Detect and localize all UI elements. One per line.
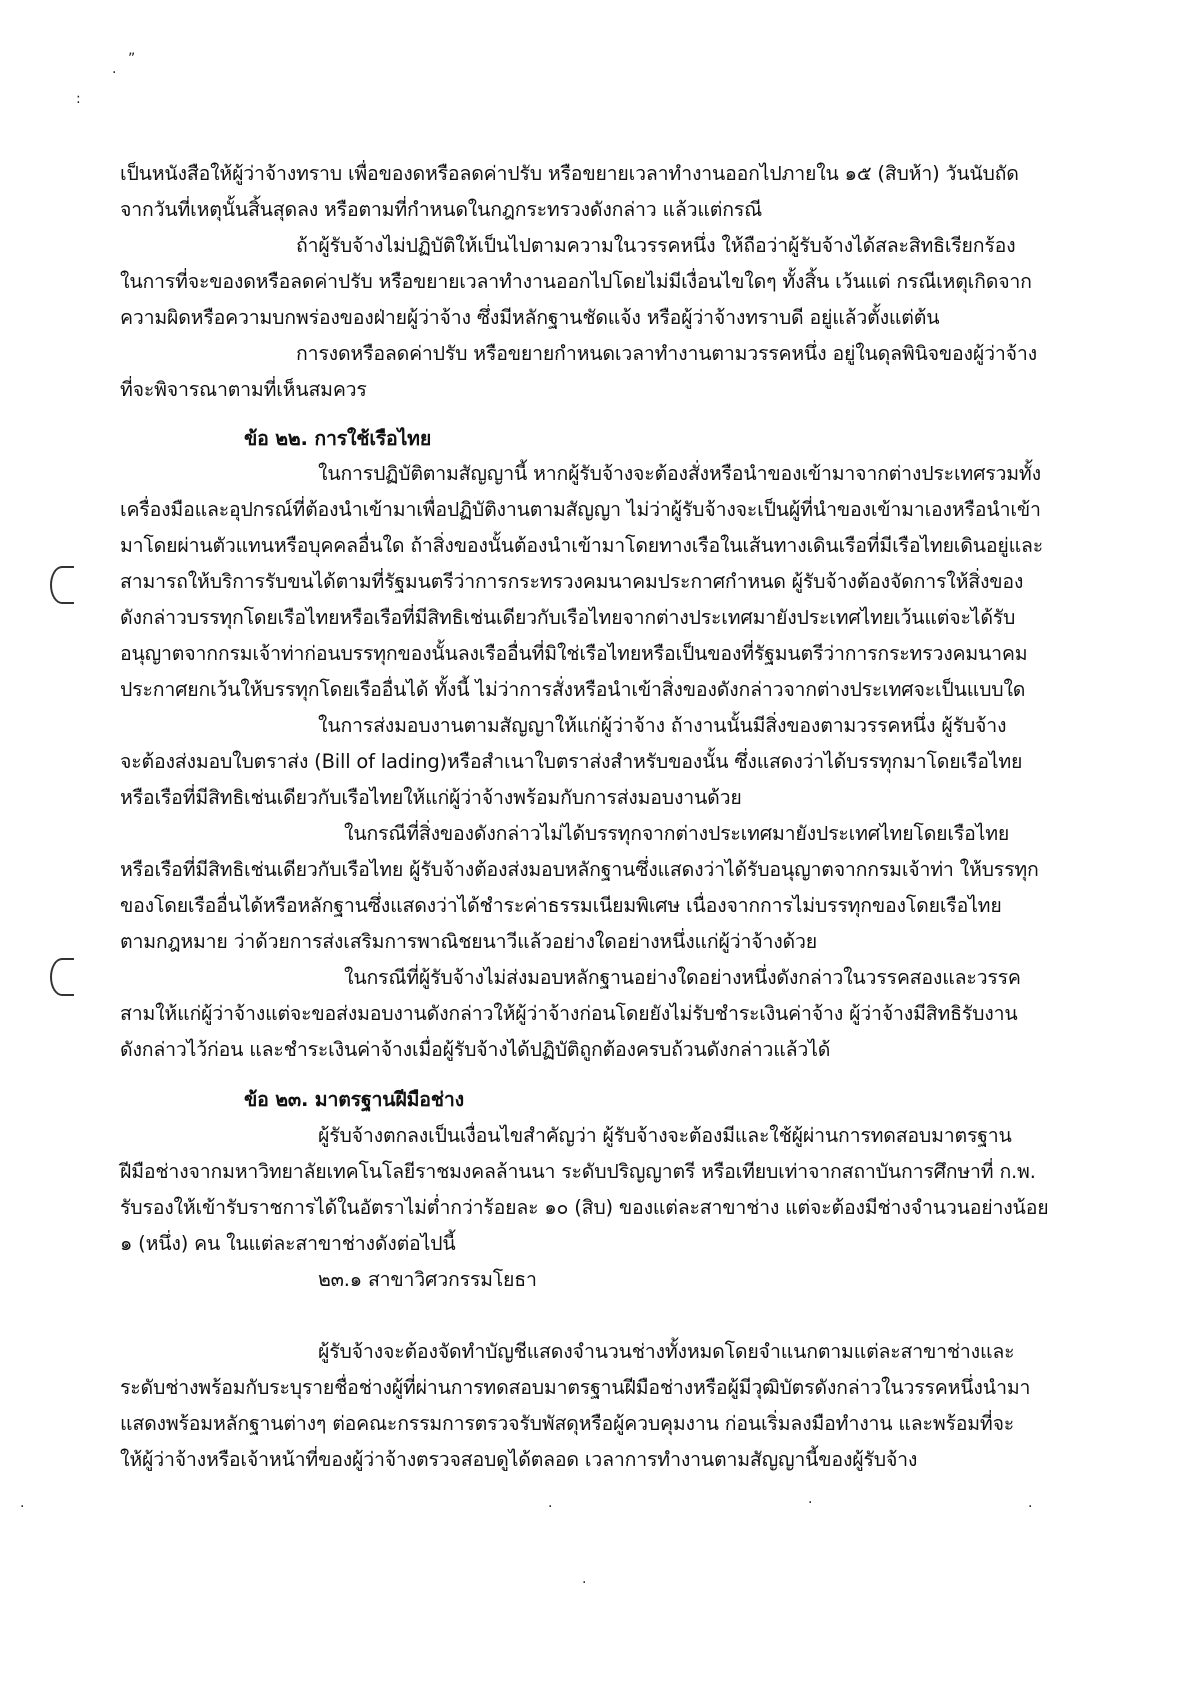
body-line: ในกรณีที่ผู้รับจ้างไม่ส่งมอบหลักฐานอย่างใดอย่างหนึ่งดังกล่าวในวรรคสองและวรรค [344, 966, 1021, 989]
body-line: อนุญาตจากกรมเจ้าท่าก่อนบรรทุกของนั้นลงเรืออื่นที่มิใช่เรือไทยหรือเป็นของที่รัฐมนตรีว่าการกระทรวงคมนาคม [120, 642, 1028, 665]
body-line: ๑ (หนึ่ง) คน ในแต่ละสาขาช่างดังต่อไปนี้ [120, 1232, 456, 1255]
body-line: ประกาศยกเว้นให้บรรทุกโดยเรืออื่นได้ ทั้งนี้ ไม่ว่าการสั่งหรือนำเข้าสิ่งของดังกล่าวจากต่างประเทศจะเป็นแบบใด [120, 678, 1026, 701]
body-line: จากวันที่เหตุนั้นสิ้นสุดลง หรือตามที่กำหนดในกฎกระทรวงดังกล่าว แล้วแต่กรณี [120, 198, 763, 221]
body-line: เป็นหนังสือให้ผู้ว่าจ้างทราบ เพื่อของดหรือลดค่าปรับ หรือขยายเวลาทำงานออกไปภายใน ๑๕ (สิบห้า) วันนับถัด [120, 162, 1019, 185]
body-line: แสดงพร้อมหลักฐานต่างๆ ต่อคณะกรรมการตรวจรับพัสดุหรือผู้ควบคุมงาน ก่อนเริ่มลงมือทำงาน และพร้อมที่จะ [120, 1412, 1015, 1435]
body-line: สามารถให้บริการรับขนได้ตามที่รัฐมนตรีว่าการกระทรวงคมนาคมประกาศกำหนด ผู้รับจ้างต้องจัดการให้สิ่งของ [120, 570, 1024, 593]
scan-speck: . [112, 61, 117, 77]
section-heading: ข้อ ๒๓. มาตรฐานฝีมือช่าง [244, 1088, 464, 1111]
body-line: สามให้แก่ผู้ว่าจ้างแต่จะขอส่งมอบงานดังกล่าวให้ผู้ว่าจ้างก่อนโดยยังไม่รับชำระเงินค่าจ้าง ผู้ว่าจ้างมีสิทธิรับงาน [120, 1002, 1018, 1025]
body-line: ที่จะพิจารณาตามที่เห็นสมควร [120, 378, 367, 401]
body-line: ในการที่จะของดหรือลดค่าปรับ หรือขยายเวลาทำงานออกไปโดยไม่มีเงื่อนไขใดๆ ทั้งสิ้น เว้นแต่ กรณีเหตุเกิดจาก [120, 270, 1032, 293]
body-line: ผู้รับจ้างตกลงเป็นเงื่อนไขสำคัญว่า ผู้รับจ้างจะต้องมีและใช้ผู้ผ่านการทดสอบมาตรฐาน [318, 1124, 1012, 1147]
body-line: ถ้าผู้รับจ้างไม่ปฏิบัติให้เป็นไปตามความในวรรคหนึ่ง ให้ถือว่าผู้รับจ้างได้สละสิทธิเรียกร้อง [296, 234, 1016, 257]
punch-hole-mark [50, 566, 74, 604]
scan-speck-dot: · [808, 1495, 813, 1511]
body-line: ฝีมือช่างจากมหาวิทยาลัยเทคโนโลยีราชมงคลล้านนา ระดับปริญญาตรี หรือเทียบเท่าจากสถาบันการศึกษาที่ ก.พ. [120, 1160, 1036, 1183]
body-line: หรือเรือที่มีสิทธิเช่นเดียวกับเรือไทย ผู้รับจ้างต้องส่งมอบหลักฐานซึ่งแสดงว่าได้รับอนุญาตจากกรมเจ้าท่า ให้บรรทุก [120, 858, 1039, 881]
scan-speck: : [76, 91, 81, 107]
body-line: ผู้รับจ้างจะต้องจัดทำบัญชีแสดงจำนวนช่างทั้งหมดโดยจำแนกตามแต่ละสาขาช่างและ [318, 1340, 1015, 1363]
body-line: ตามกฎหมาย ว่าด้วยการส่งเสริมการพาณิชยนาวีแล้วอย่างใดอย่างหนึ่งแก่ผู้ว่าจ้างด้วย [120, 930, 817, 953]
scan-speck-dot: · [20, 1499, 25, 1515]
scan-speck-dot: · [1028, 1499, 1033, 1515]
body-line: ในกรณีที่สิ่งของดังกล่าวไม่ได้บรรทุกจากต่างประเทศมายังประเทศไทยโดยเรือไทย [344, 822, 1010, 845]
body-line: ความผิดหรือความบกพร่องของฝ่ายผู้ว่าจ้าง ซึ่งมีหลักฐานชัดแจ้ง หรือผู้ว่าจ้างทราบดี อยู่แล้วตั้งแต่ต้น [120, 306, 940, 329]
body-line: เครื่องมือและอุปกรณ์ที่ต้องนำเข้ามาเพื่อปฏิบัติงานตามสัญญา ไม่ว่าผู้รับจ้างจะเป็นผู้ที่นำของเข้ามาเองหรือนำเข้า [120, 498, 1041, 521]
body-line: มาโดยผ่านตัวแทนหรือบุคคลอื่นใด ถ้าสิ่งของนั้นต้องนำเข้ามาโดยทางเรือในเส้นทางเดินเรือที่มีเรือไทยเดินอยู่และ [120, 534, 1043, 557]
body-line: ดังกล่าวไว้ก่อน และชำระเงินค่าจ้างเมื่อผู้รับจ้างได้ปฏิบัติถูกต้องครบถ้วนดังกล่าวแล้วได้ [120, 1038, 831, 1061]
scan-speck-dot: · [548, 1499, 553, 1515]
body-line: ในการปฏิบัติตามสัญญานี้ หากผู้รับจ้างจะต้องสั่งหรือนำของเข้ามาจากต่างประเทศรวมทั้ง [318, 462, 1041, 485]
body-line: หรือเรือที่มีสิทธิเช่นเดียวกับเรือไทยให้แก่ผู้ว่าจ้างพร้อมกับการส่งมอบงานด้วย [120, 786, 742, 809]
body-line: ให้ผู้ว่าจ้างหรือเจ้าหน้าที่ของผู้ว่าจ้างตรวจสอบดูได้ตลอด เวลาการทำงานตามสัญญานี้ของผู้รับจ้าง [120, 1448, 918, 1471]
scan-speck-dot: · [582, 1575, 587, 1591]
list-item: ๒๓.๑ สาขาวิศวกรรมโยธา [318, 1268, 537, 1291]
body-line: ในการส่งมอบงานตามสัญญาให้แก่ผู้ว่าจ้าง ถ้างานนั้นมีสิ่งของตามวรรคหนึ่ง ผู้รับจ้าง [318, 714, 1007, 737]
section-heading: ข้อ ๒๒. การใช้เรือไทย [244, 427, 432, 450]
punch-hole-mark [50, 958, 74, 996]
scan-speck: ” [128, 51, 136, 67]
body-line: ดังกล่าวบรรทุกโดยเรือไทยหรือเรือที่มีสิทธิเช่นเดียวกับเรือไทยจากต่างประเทศมายังประเทศไทยเว้นแต่จะได้รับ [120, 606, 1016, 629]
body-line: จะต้องส่งมอบใบตราส่ง (Bill of lading)หรือสำเนาใบตราส่งสำหรับของนั้น ซึ่งแสดงว่าได้บรรทุกมาโดยเรือไทย [120, 750, 1023, 773]
body-line: รับรองให้เข้ารับราชการได้ในอัตราไม่ต่ำกว่าร้อยละ ๑๐ (สิบ) ของแต่ละสาขาช่าง แต่จะต้องมีช่างจำนวนอย่างน้อย [120, 1196, 1049, 1219]
body-line: ของโดยเรืออื่นได้หรือหลักฐานซึ่งแสดงว่าได้ชำระค่าธรรมเนียมพิเศษ เนื่องจากการไม่บรรทุกของโดยเรือไทย [120, 894, 1002, 917]
body-line: การงดหรือลดค่าปรับ หรือขยายกำหนดเวลาทำงานตามวรรคหนึ่ง อยู่ในดุลพินิจของผู้ว่าจ้าง [296, 342, 1037, 365]
body-line: ระดับช่างพร้อมกับระบุรายชื่อช่างผู้ที่ผ่านการทดสอบมาตรฐานฝีมือช่างหรือผู้มีวุฒิบัตรดังกล่าวในวรรคหนึ่งนำมา [120, 1376, 1031, 1399]
